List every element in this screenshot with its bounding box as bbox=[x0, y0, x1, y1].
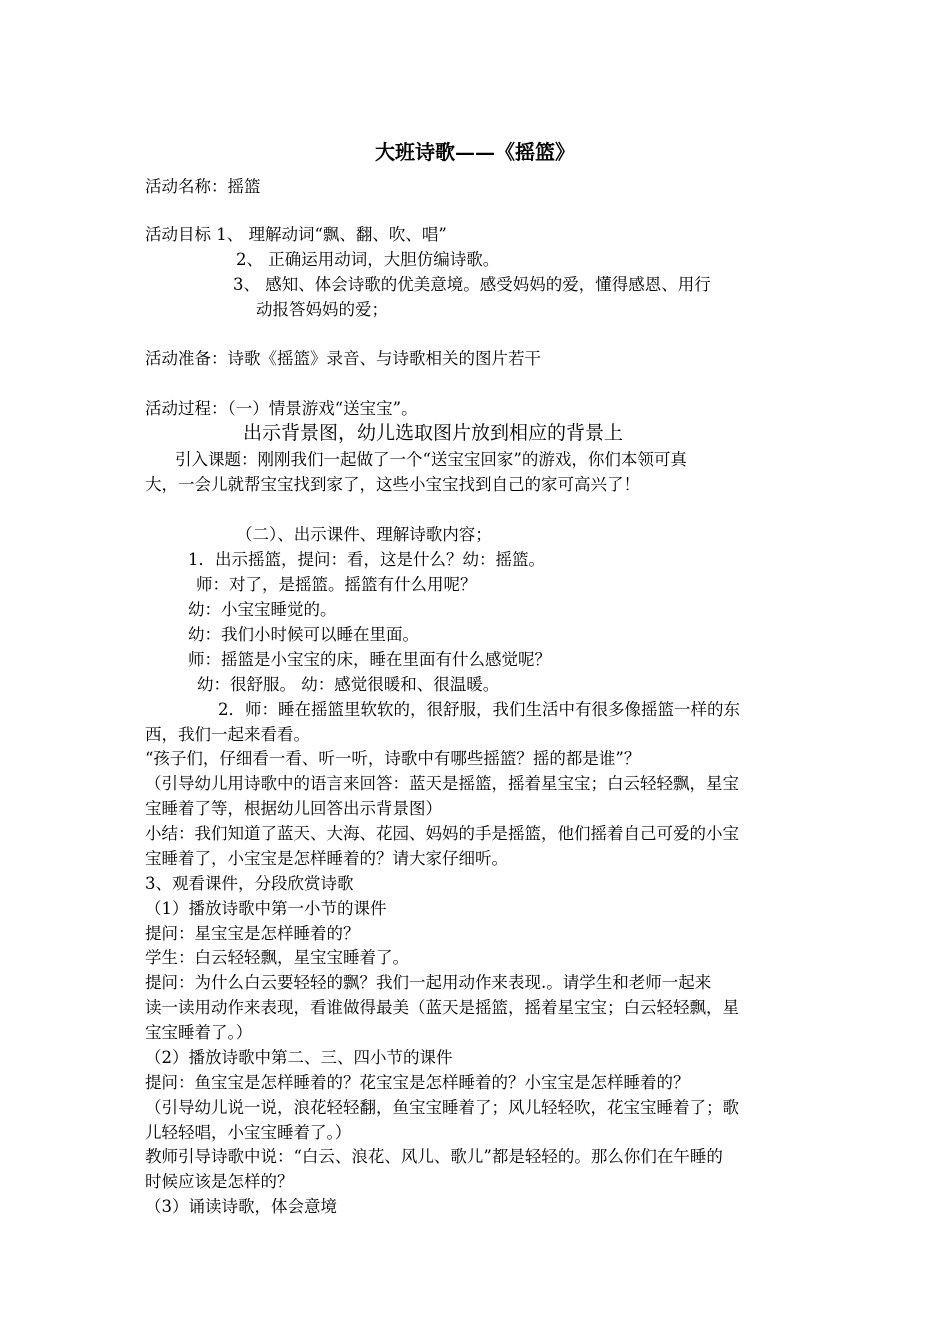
dialog-1: 1．出示摇篮，提问：看，这是什么？幼：摇篮。 bbox=[188, 550, 545, 569]
section-3-heading: （3）诵读诗歌，体会意境 bbox=[145, 1197, 337, 1216]
teacher-guide-2: 时候应该是怎样的？ bbox=[145, 1172, 294, 1191]
question-line: “孩子们，仔细看一看、听一听，诗歌中有哪些摇篮？摇的都是谁”？ bbox=[145, 749, 641, 768]
section-1-a1: 学生：白云轻轻飘，星宝宝睡着了。 bbox=[145, 948, 409, 967]
activity-name: 活动名称：摇篮 bbox=[145, 177, 261, 196]
show-background-line: 出示背景图，幼儿选取图片放到相应的背景上 bbox=[243, 422, 624, 444]
dialog-6: 幼：很舒服。 幼：感觉很暖和、很温暖。 bbox=[197, 675, 500, 694]
guide-line-1: （引导幼儿用诗歌中的语言来回答：蓝天是摇篮，摇着星宝宝；白云轻轻飘，星宝 bbox=[145, 774, 739, 793]
teacher-guide-1: 教师引导诗歌中说：“白云、浪花、风儿、歌儿”都是轻轻的。那么你们在午睡的 bbox=[145, 1147, 723, 1166]
summary-line-1: 小结：我们知道了蓝天、大海、花园、妈妈的手是摇篮，他们摇着自己可爱的小宝 bbox=[145, 824, 739, 843]
dialog-4: 幼：我们小时候可以睡在里面。 bbox=[188, 625, 419, 644]
section-1-q2: 提问：为什么白云要轻轻的飘？我们一起用动作来表现.。请学生和老师一起来 bbox=[145, 973, 712, 992]
process-heading-1: 活动过程：（一）情景游戏“送宝宝”。 bbox=[145, 399, 418, 418]
goal-2: 2、 正确运用动词，大胆仿编诗歌。 bbox=[236, 250, 500, 269]
document-title: 大班诗歌——《摇篮》 bbox=[375, 140, 575, 164]
activity-prep: 活动准备：诗歌《摇篮》录音、与诗歌相关的图片若干 bbox=[145, 349, 541, 368]
summary-line-2: 宝睡着了，小宝宝是怎样睡着的？请大家仔细听。 bbox=[145, 849, 508, 868]
section-1-heading: （1）播放诗歌中第一小节的课件 bbox=[145, 899, 387, 918]
section-2-heading: （2）播放诗歌中第二、三、四小节的课件 bbox=[145, 1048, 453, 1067]
intro-line-1: 引入课题：刚刚我们一起做了一个“送宝宝回家”的游戏，你们本领可真 bbox=[175, 450, 687, 469]
step-2-line-1: 2．师：睡在摇篮里软软的，很舒服，我们生活中有很多像摇篮一样的东 bbox=[218, 700, 740, 719]
section-1-q2-end: 宝宝睡着了。） bbox=[145, 1023, 253, 1042]
section-2-q: 提问：鱼宝宝是怎样睡着的？花宝宝是怎样睡着的？小宝宝是怎样睡着的？ bbox=[145, 1073, 690, 1092]
section-1-q1: 提问：星宝宝是怎样睡着的？ bbox=[145, 924, 360, 943]
dialog-2: 师：对了，是摇篮。摇篮有什么用呢？ bbox=[196, 575, 477, 594]
goal-1: 活动目标 1、 理解动词“飘、翻、吹、唱” bbox=[145, 225, 447, 244]
dialog-3: 幼：小宝宝睡觉的。 bbox=[188, 600, 337, 619]
goal-3-cont: 动报答妈妈的爱； bbox=[256, 300, 388, 319]
section-1-q2-cont: 读一读用动作来表现，看谁做得最美（蓝天是摇篮，摇着星宝宝；白云轻轻飘，星 bbox=[145, 998, 739, 1017]
step-3-heading: 3、观看课件，分段欣赏诗歌 bbox=[145, 874, 354, 893]
guide-line-2: 宝睡着了等，根据幼儿回答出示背景图） bbox=[145, 799, 442, 818]
process-heading-2: （二）、出示课件、理解诗歌内容； bbox=[236, 525, 492, 544]
section-2-guide-2: 儿轻轻唱，小宝宝睡着了。） bbox=[145, 1123, 352, 1142]
step-2-line-2: 西，我们一起来看看。 bbox=[145, 725, 310, 744]
section-2-guide-1: （引导幼儿说一说，浪花轻轻翻，鱼宝宝睡着了；风儿轻轻吹，花宝宝睡着了；歌 bbox=[145, 1098, 739, 1117]
dialog-5: 师：摇篮是小宝宝的床，睡在里面有什么感觉呢？ bbox=[188, 650, 551, 669]
goal-3: 3、 感知、体会诗歌的优美意境。感受妈妈的爱，懂得感恩、用行 bbox=[233, 275, 711, 294]
intro-line-2: 大，一会儿就帮宝宝找到家了，这些小宝宝找到自己的家可高兴了！ bbox=[145, 475, 640, 494]
